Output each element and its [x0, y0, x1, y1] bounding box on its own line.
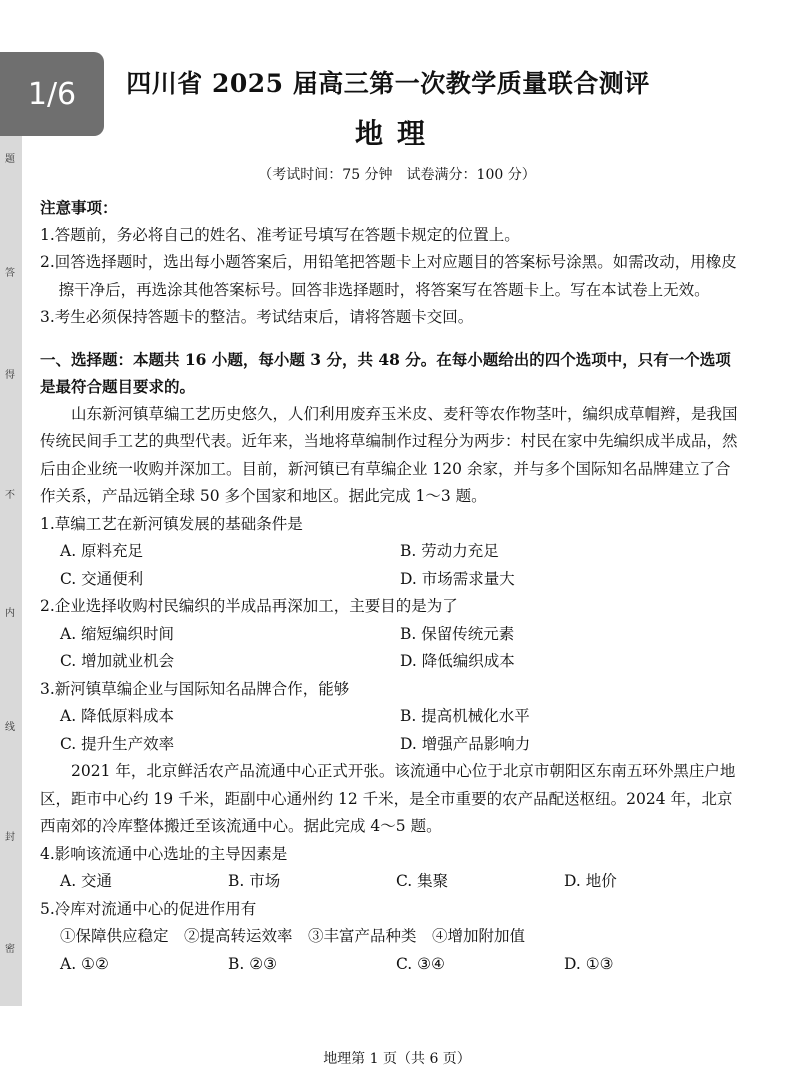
question-options — [40, 703, 740, 758]
option: D. 降低编织成本 — [400, 652, 515, 670]
option: B. ②③ — [228, 954, 278, 973]
margin-char: 内 — [5, 608, 15, 619]
page-badge: 1/6 — [0, 52, 104, 136]
binding-margin — [0, 136, 22, 1006]
option: D. 市场需求量大 — [400, 569, 515, 588]
notice-item: 1.答题前，务必将自己的姓名、准考证号填写在答题卡规定的位置上。 — [40, 225, 520, 244]
question-stem: 1.草编工艺在新河镇发展的基础条件是 — [40, 514, 303, 533]
notice-item: 2.回答选择题时，选出每小题答案后，用铅笔把答题卡上对应题目的答案标号涂黑。如需改动，用橡皮擦干净后，再选涂其他答案标号。回答非选择题时，将答案写在答题卡上。写在本试卷上无效。 — [40, 253, 737, 299]
margin-char: 封 — [5, 832, 15, 843]
option: B. 保留传统元素 — [400, 624, 515, 643]
option: D. 增强产品影响力 — [400, 734, 531, 753]
option: B. 劳动力充足 — [400, 542, 499, 560]
notice-item: 3.考生必须保持答题卡的整洁。考试结束后，请将答题卡交回。 — [40, 308, 474, 326]
passage: 山东新河镇草编工艺历史悠久，人们利用废弃玉米皮、麦秆等农作物茎叶，编织成草帽辫，是我国传统民间手工艺的典型代表。近年来，当地将草编制作过程分为两步：村民在家中先编织成半成品，然后由企业统一收购并深加工。目前，新河镇已有草编企业 120 余家，并与多个国际知名品牌建立了合作关系，产品远销全球 50 多个国家和地区。据此完成 1～3 题。 — [40, 404, 738, 505]
option: D. 地价 — [564, 872, 617, 890]
option: B. 提高机械化水平 — [400, 707, 530, 725]
exam-title: 四川省 2025 届高三第一次教学质量联合测评 — [126, 69, 650, 98]
option: D. ①③ — [564, 954, 614, 973]
question-stem: 4.影响该流通中心选址的主导因素是 — [40, 844, 288, 863]
option: A. 原料充足 — [60, 542, 144, 560]
subject-title: 地理 — [354, 117, 439, 150]
question-items: ①保障供应稳定 ②提高转运效率 ③丰富产品种类 ④增加附加值 — [60, 927, 526, 945]
question-options — [40, 951, 740, 979]
option: C. 交通便利 — [60, 569, 144, 588]
option: C. 集聚 — [396, 872, 449, 890]
notice-heading: 注意事项： — [40, 198, 118, 217]
section-heading: 一、选择题：本题共 16 小题，每小题 3 分，共 48 分。在每小题给出的四个选项中，只有一个选项是最符合题目要求的。 — [40, 349, 731, 396]
margin-char: 不 — [5, 490, 15, 501]
exam-content — [40, 194, 740, 978]
margin-char: 题 — [5, 154, 15, 165]
option: A. 缩短编织时间 — [60, 624, 175, 643]
question-options — [40, 621, 740, 676]
option: A. ①② — [60, 954, 109, 973]
option: C. 提升生产效率 — [60, 734, 175, 753]
margin-char: 答 — [5, 268, 15, 279]
margin-char: 密 — [5, 944, 15, 955]
question-stem: 5.冷库对流通中心的促进作用有 — [40, 899, 257, 918]
option: A. 降低原料成本 — [60, 707, 175, 725]
option: B. 市场 — [228, 872, 281, 890]
option: A. 交通 — [60, 872, 113, 890]
option: C. ③④ — [396, 954, 445, 973]
page-footer: 地理第 1 页（共 6 页） — [323, 1051, 471, 1067]
question-stem: 3.新河镇草编企业与国际知名品牌合作，能够 — [40, 679, 350, 698]
margin-char: 线 — [5, 722, 15, 733]
question-options — [40, 538, 740, 593]
question-stem: 2.企业选择收购村民编织的半成品再深加工，主要目的是为了 — [40, 597, 458, 615]
exam-info: （考试时间：75 分钟 试卷满分：100 分） — [258, 167, 536, 183]
option: C. 增加就业机会 — [60, 652, 175, 670]
passage: 2021 年，北京鲜活农产品流通中心正式开张。该流通中心位于北京市朝阳区东南五环外黑庄户地区，距市中心约 19 千米，距副中心通州约 12 千米，是全市重要的农产品配送枢纽。2024 年，北京西南郊的冷库整体搬迁至该流通中心。据此完成 4～5 题。 — [40, 762, 736, 835]
question-options — [40, 868, 740, 896]
margin-char: 得 — [5, 370, 15, 381]
